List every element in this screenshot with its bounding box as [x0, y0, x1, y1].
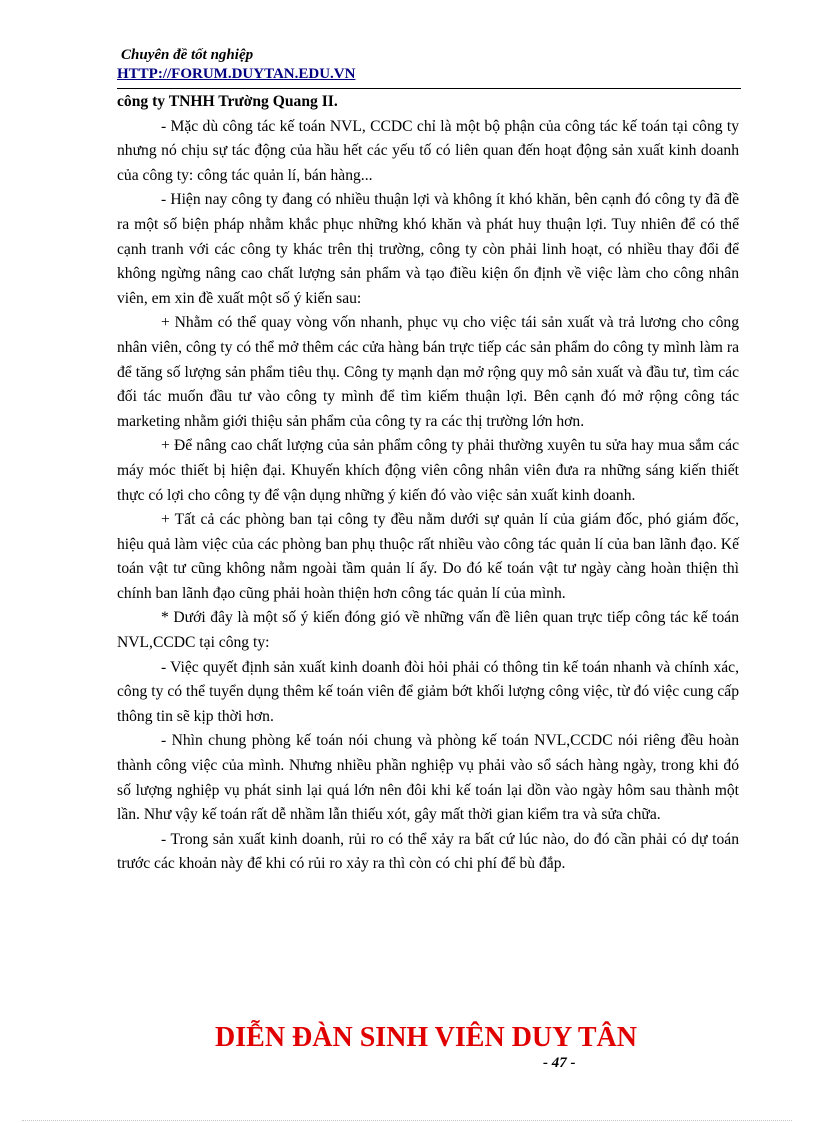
body-paragraph: - Mặc dù công tác kế toán NVL, CCDC chỉ là một bộ phận của công tác kế toán tại công ty nhưng nó chịu sự tác động của hầu hết các yếu tố có liên quan đến hoạt động sản xuất kinh doanh của công ty: công tác quản lí, bán hàng...: [117, 117, 739, 184]
body-paragraph: + Để nâng cao chất lượng của sản phẩm công ty phải thường xuyên tu sửa hay mua sắm các máy móc thiết bị hiện đại. Khuyến khích động viên công nhân viên đưa ra những sáng kiến thiết thực có lợi cho công ty để vận dụng những ý kiến đó vào việc sản xuất kinh doanh.: [117, 437, 739, 504]
lead-line: công ty TNHH Trường Quang II.: [117, 93, 338, 110]
forum-link[interactable]: HTTP://FORUM.DUYTAN.EDU.VN: [117, 66, 356, 82]
page-bottom-border: [22, 1120, 792, 1121]
body-paragraph: - Hiện nay công ty đang có nhiều thuận lợi và không ít khó khăn, bên cạnh đó công ty đã đề ra một số biện pháp nhằm khắc phục những khó khăn và phát huy thuận lợi. Tuy nhiên để có thể cạnh tranh với các công ty khác trên thị trường, công ty còn phải linh hoạt, có nhiều thay đổi để không ngừng nâng cao chất lượng sản phẩm và tạo điều kiện ổn định về việc làm cho công nhân viên, em xin đề xuất một số ý kiến sau:: [117, 191, 739, 307]
body-paragraph: + Nhằm có thể quay vòng vốn nhanh, phục vụ cho việc tái sản xuất và trả lương cho công nhân viên, công ty có thể mở thêm các cửa hàng bán trực tiếp các sản phẩm do công ty mình làm ra để tăng số lượng sản phẩm tiêu thụ. Công ty mạnh dạn mở rộng quy mô sản xuất và đầu tư, tìm các đối tác muốn đầu tư vào công ty mình để tìm kiếm thuận lợi. Bên cạnh đó mở rộng công tác marketing nhằm giới thiệu sản phẩm của công ty ra các thị trường lớn hơn.: [117, 314, 739, 430]
body-paragraph: - Trong sản xuất kinh doanh, rủi ro có thể xảy ra bất cứ lúc nào, do đó cần phải có dự toán trước các khoản này để khi có rủi ro xảy ra thì còn có chi phí để bù đắp.: [117, 830, 739, 873]
body-paragraph: * Dưới đây là một số ý kiến đóng gió về những vấn đề liên quan trực tiếp công tác kế toán NVL,CCDC tại công ty:: [117, 609, 739, 652]
body-paragraph: - Việc quyết định sản xuất kinh doanh đòi hỏi phải có thông tin kế toán nhanh và chính xác, công ty có thể tuyển dụng thêm kế toán viên để giảm bớt khối lượng công việc, từ đó việc cung cấp thông tin sẽ kịp thời hơn.: [117, 658, 739, 725]
document-body: [117, 90, 739, 877]
page-number: - 47 -: [543, 1055, 576, 1071]
body-paragraph: + Tất cả các phòng ban tại công ty đều nằm dưới sự quản lí của giám đốc, phó giám đốc, hiệu quả làm việc của các phòng ban phụ thuộc rất nhiều vào công tác quản lí của ban lãnh đạo. Kế toán vật tư cũng không nằm ngoài tầm quản lí ấy. Do đó kế toán vật tư ngày càng hoàn thiện thì chính ban lãnh đạo cũng phải hoàn thiện hơn công tác quản lí của mình.: [117, 511, 739, 602]
document-header-title: Chuyên đề tốt nghiệp: [121, 47, 254, 63]
header-divider: [117, 88, 741, 89]
body-paragraph: - Nhìn chung phòng kế toán nói chung và phòng kế toán NVL,CCDC nói riêng đều hoàn thành công việc của mình. Nhưng nhiều phần nghiệp vụ phải vào sổ sách hàng ngày, trong khi đó số lượng nghiệp vụ phát sinh lại quá lớn nên đôi khi kế toán lại dồn vào ngày hôm sau thành một lần. Như vậy kế toán rất dễ nhầm lẫn thiếu xót, gây mất thời gian kiểm tra và sửa chữa.: [117, 732, 739, 824]
footer-forum-title: DIỄN ĐÀN SINH VIÊN DUY TÂN: [215, 1022, 637, 1053]
